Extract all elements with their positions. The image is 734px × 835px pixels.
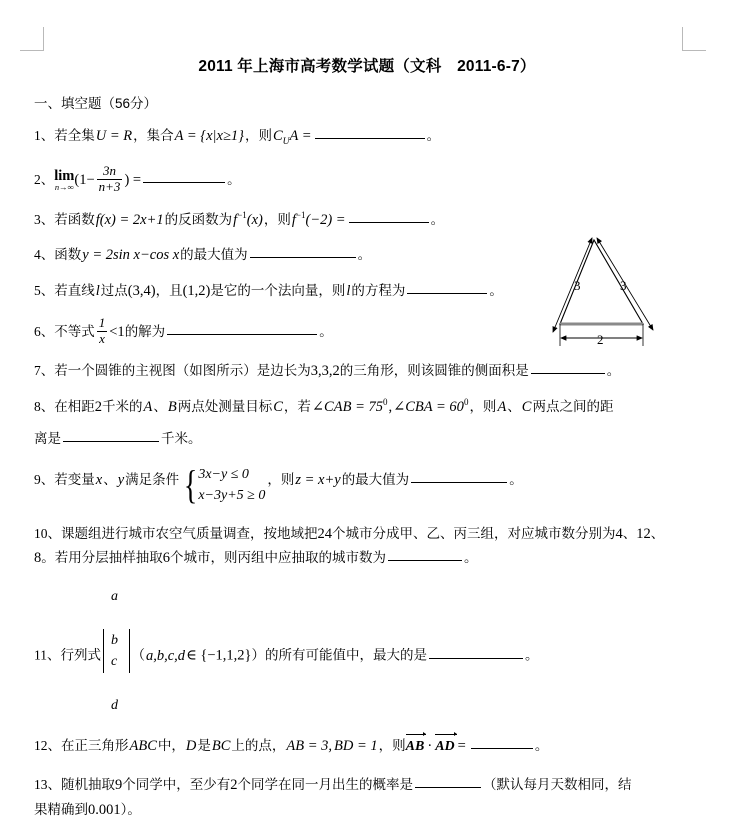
question-6 (34, 316, 700, 346)
q5-lead: 若直线 (54, 282, 95, 298)
q8-point-c2: C (521, 399, 532, 416)
question-number: 2、 (34, 171, 55, 187)
q13-line2-lead: 果精确到 (34, 801, 88, 817)
q9-period: 。 (509, 472, 523, 488)
q8-distance: 2 (94, 399, 102, 416)
base-label: 2 (597, 332, 604, 347)
q5-period: 。 (489, 282, 503, 298)
answer-blank-8[interactable] (63, 441, 159, 442)
answer-blank-11[interactable] (429, 658, 523, 659)
q8-mid2: 两点处测量目标 (177, 399, 273, 415)
q9-tail: 的最大值为 (341, 472, 410, 488)
q10-line2-tail: 个城市，则丙组中应抽取的城市数为 (170, 550, 386, 566)
q11-variables: a,b,c,d (146, 647, 186, 664)
q13-mid2: 个同学在同一月出生的概率是 (237, 776, 413, 792)
right-side-label: 3 (620, 278, 627, 293)
q3-lead: 若函数 (54, 211, 95, 227)
question-5 (34, 281, 700, 302)
q6-lead: 不等式 (54, 323, 95, 339)
q12-mid2: 是 (197, 738, 211, 754)
q5-point: (3,4) (127, 282, 156, 299)
q2-close: ) = (124, 171, 142, 188)
question-number: 9、 (34, 472, 55, 488)
q9-mid: 满足条件 (125, 472, 180, 488)
answer-blank-9[interactable] (411, 482, 507, 483)
q1-period: 。 (426, 128, 441, 143)
q12-vector-ad: AD (435, 735, 454, 757)
q2-open: (1− (74, 171, 95, 188)
q8-point-a: A (143, 399, 153, 416)
question-number: 12、 (34, 738, 61, 754)
q6-relation: <1 (109, 323, 125, 340)
q4-lead: 函数 (54, 247, 82, 263)
question-number: 10、 (34, 526, 61, 542)
q11-value-set: ∈ {−1,1,2} (186, 647, 252, 664)
question-2 (34, 164, 700, 194)
q12-triangle-abc: ABC (129, 738, 157, 755)
q8-line2-lead: 离是 (34, 430, 61, 446)
q12-dot-operator: · (427, 738, 433, 755)
q5-line-l2: l (346, 282, 351, 299)
question-number: 5、 (34, 282, 55, 298)
q8-angle-cab: ∠CAB = $75^0$ (311, 397, 388, 416)
q3-period: 。 (430, 211, 445, 227)
q9-var-x: x (95, 472, 103, 489)
question-10 (34, 524, 700, 545)
q8-mid3: ，若 (283, 399, 311, 415)
question-9 (34, 461, 700, 507)
q12-equals: = (457, 738, 466, 755)
q11-tail: ）的所有可能值中，最大的是 (251, 647, 428, 663)
q8-mid4: ，则 (469, 399, 497, 415)
question-number: 1、 (34, 128, 55, 143)
q5-line-l: l (95, 282, 100, 299)
q1-universal-set: U = R (95, 128, 133, 144)
q1-set-a: A = {x|x≥1} (174, 128, 244, 144)
q4-tail: 的最大值为 (180, 247, 248, 263)
q6-tail: 的解为 (124, 323, 166, 339)
determinant-bar-right (129, 629, 130, 673)
exam-paper-body (34, 46, 700, 835)
q2-fraction: $\frac{3n}{n+3}$ (98, 163, 121, 194)
q4-period: 。 (357, 247, 372, 263)
q12-point-d: D (185, 738, 197, 755)
section-heading: 一、填空题（56分） (34, 96, 158, 111)
q13-sample-count: 9 (115, 776, 123, 793)
q3-inverse: $f^{-1}(x)$ (233, 209, 263, 228)
question-8 (34, 396, 700, 418)
q10-group-c-count: 8 (34, 550, 42, 567)
answer-blank-6[interactable] (167, 334, 317, 335)
q11-lead: 行列式 (60, 647, 101, 663)
q9-constraint-row-2: x−3y+5 ≥ 0 (198, 488, 266, 504)
question-number: 8、 (34, 399, 55, 415)
question-number: 11、 (34, 647, 61, 663)
q1-complement: $C_UA$ = (272, 128, 312, 147)
q10-sample-size: 6 (162, 550, 170, 567)
answer-blank-2[interactable] (143, 182, 225, 183)
question-7 (34, 361, 700, 382)
q10-group-b-count: 12 (636, 526, 651, 543)
determinant-row-1: a b (111, 589, 118, 648)
question-number: 6、 (34, 323, 55, 339)
q10-period: 。 (464, 550, 478, 566)
q7-tail: 的三角形，则该圆锥的侧面积是 (339, 362, 529, 378)
answer-blank-13[interactable] (415, 787, 481, 788)
q8-point-a2: A (497, 399, 507, 416)
q4-expression: y = 2sin x−cos x (82, 247, 180, 264)
q5-mid2: ，且 (155, 282, 183, 298)
q11-period: 。 (525, 647, 539, 663)
q12-ab-length: AB = 3, (286, 738, 333, 755)
question-number: 4、 (34, 247, 55, 263)
q13-mid1: 个同学中，至少有 (122, 776, 231, 792)
q11-determinant (101, 586, 132, 716)
q9-constraint-system: { 3x−y ≤ 0 x−3y+5 ≥ 0 (184, 461, 266, 507)
answer-blank-4[interactable] (250, 257, 356, 258)
q5-mid1: 过点 (100, 282, 128, 298)
q10-sep1: 、 (622, 526, 637, 542)
q8-mid5: 两点之间的距 (532, 399, 614, 415)
q11-cond-open: （ (131, 647, 145, 663)
q1-mid: ，集合 (133, 128, 174, 143)
q8-sep1: 、 (153, 399, 167, 415)
q13-line2-tail: ）。 (120, 801, 141, 817)
question-8-line2 (34, 429, 700, 449)
q12-segment-bc: BC (211, 738, 231, 755)
q10-group-a-count: 4 (615, 526, 623, 543)
q3-function: f(x) = 2x+1 (95, 211, 164, 228)
answer-blank-10[interactable] (388, 560, 462, 561)
q8-point-b: B (167, 399, 177, 416)
q9-objective: z = x+y (295, 472, 341, 489)
q9-then: ，则 (267, 472, 295, 488)
q10-line2-mid: 。若用分层抽样抽取 (41, 550, 163, 566)
q6-period: 。 (319, 323, 333, 339)
q8-angle-cba: ∠CBA = $60^0$ (393, 397, 469, 416)
q13-min-count: 2 (230, 776, 238, 793)
answer-blank-7[interactable] (531, 373, 605, 374)
q9-lead: 若变量 (54, 472, 95, 488)
q13-precision: 0.001 (88, 801, 121, 818)
q7-period: 。 (606, 362, 621, 378)
answer-blank-3[interactable] (349, 222, 429, 223)
q8-lead: 在相距 (54, 399, 95, 415)
q12-lead: 在正三角形 (61, 738, 129, 754)
question-13 (34, 775, 700, 796)
q2-limit-operator: lim n→∞ (54, 168, 75, 192)
q5-mid3: 是它的一个法向量，则 (210, 282, 346, 298)
answer-blank-5[interactable] (407, 293, 487, 294)
q1-lead: 若全集 (54, 128, 95, 143)
question-number: 7、 (34, 362, 55, 378)
q12-vector-ab: AB (406, 735, 425, 757)
question-13-line2 (34, 800, 700, 821)
q10-total-cities: 24 (317, 526, 332, 543)
question-10-line2 (34, 548, 700, 569)
q10-lead: 课题组进行城市农空气质量调查，按地域把 (61, 526, 318, 542)
question-12 (34, 735, 700, 757)
q13-lead: 随机抽取 (61, 776, 115, 792)
q10-mid1: 个城市分成甲、乙、丙三组，对应城市数分别为 (332, 526, 616, 542)
q12-then: ，则 (378, 738, 406, 754)
q6-fraction: $\frac{1}{x}$ (98, 315, 106, 346)
question-number: 3、 (34, 211, 55, 227)
q12-mid3: 上的点， (231, 738, 286, 754)
q8-mid1: 千米的 (102, 399, 143, 415)
question-1 (34, 126, 700, 150)
q8-comma: , (388, 399, 393, 416)
q9-sep: 、 (103, 472, 117, 488)
q8-point-c: C (273, 399, 283, 416)
page-title: 2011 年上海市高考数学试题（文科 2011-6-7） (198, 58, 536, 75)
q7-side-lengths: 3,3,2 (310, 362, 340, 379)
q9-var-y: y (117, 472, 125, 489)
q12-period: 。 (534, 738, 549, 754)
question-11 (34, 586, 700, 716)
q5-mid4: 的方程为 (351, 282, 406, 298)
question-4 (34, 245, 700, 266)
q12-mid1: 中， (157, 738, 185, 754)
left-side-label: 3 (574, 278, 581, 293)
q9-constraint-row-1: 3x−y ≤ 0 (198, 467, 249, 483)
q3-then: ，则 (263, 211, 291, 227)
question-3 (34, 209, 700, 231)
q3-inverse-value: $f^{-1}(-2)$ = (291, 209, 346, 228)
answer-blank-12[interactable] (471, 748, 533, 749)
q1-then: ，则 (244, 128, 272, 143)
q2-period: 。 (227, 171, 241, 187)
q7-lead: 若一个圆锥的主视图（如图所示）是边长为 (54, 362, 311, 378)
q10-sep2: 、 (650, 526, 665, 542)
question-number: 13、 (34, 776, 61, 792)
q13-note-open: （默认每月天数相同，结 (483, 776, 632, 792)
determinant-row-2: c d (111, 654, 118, 713)
q8-sep2: 、 (507, 399, 521, 415)
answer-blank-1[interactable] (315, 138, 425, 139)
q3-mid: 的反函数为 (164, 211, 233, 227)
q5-normal-vector: (1,2) (182, 282, 211, 299)
q8-line2-tail: 千米。 (161, 430, 202, 446)
q12-bd-length: BD = 1 (334, 738, 378, 755)
